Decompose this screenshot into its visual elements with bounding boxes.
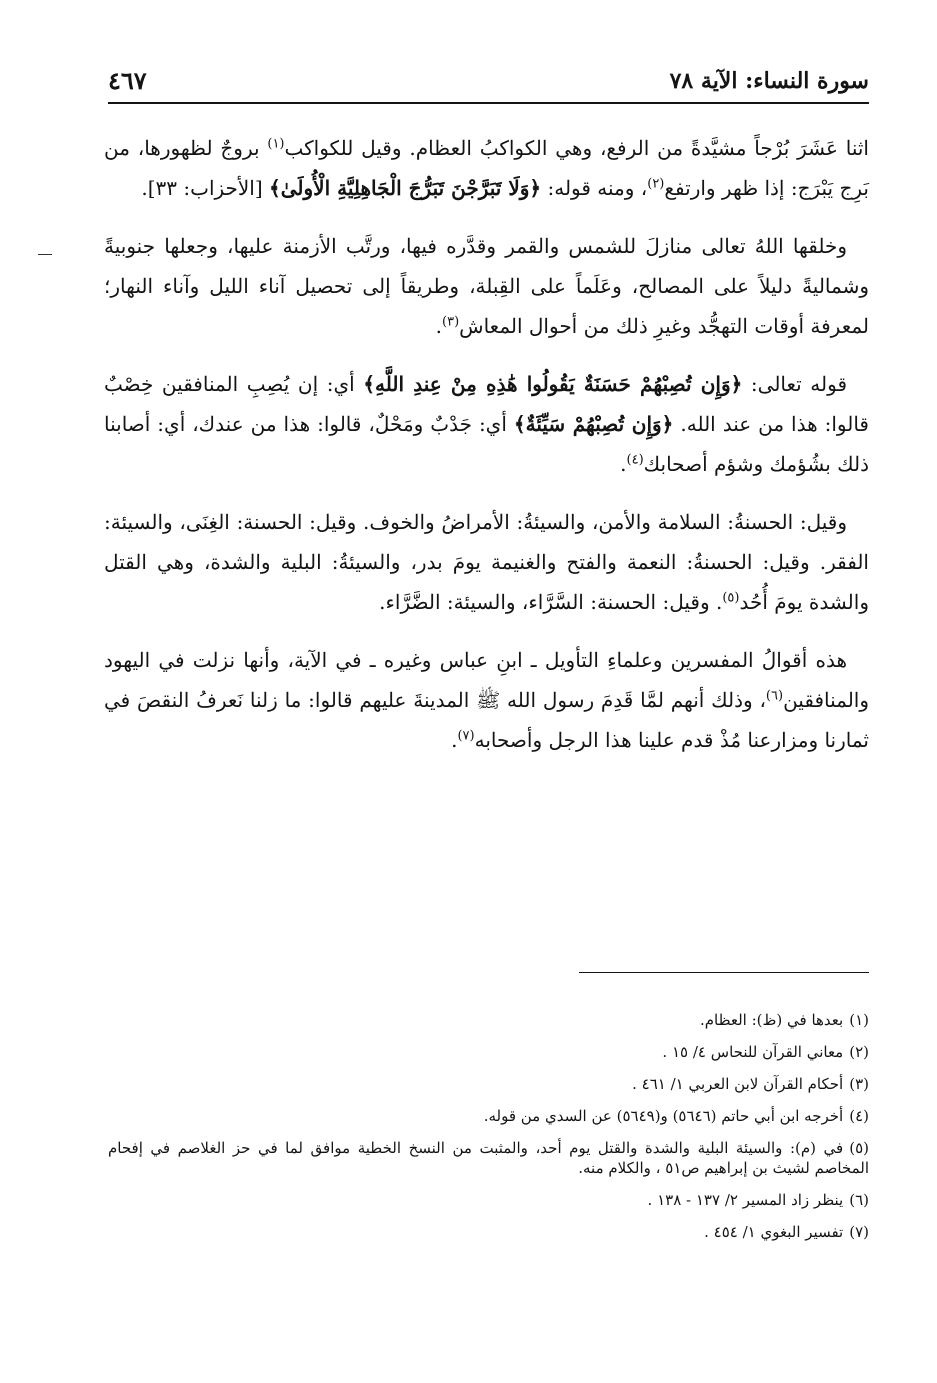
footnote bbox=[108, 1042, 869, 1062]
footnote-text: ينظر زاد المسير ٢/ ١٣٧ - ١٣٨ . bbox=[647, 1191, 844, 1209]
paragraph bbox=[104, 226, 869, 346]
paragraph bbox=[104, 502, 869, 622]
footnote-text: معاني القرآن للنحاس ٤/ ١٥ . bbox=[662, 1043, 844, 1061]
page-number: ٤٦٧ bbox=[108, 66, 147, 95]
margin-mark bbox=[38, 254, 52, 255]
page-header bbox=[108, 66, 869, 106]
footnote-text: أخرجه ابن أبي حاتم (٥٦٤٦) و(٥٦٤٩) عن السدي من قوله. bbox=[483, 1107, 844, 1125]
footnote bbox=[108, 1138, 869, 1178]
footnote bbox=[108, 1222, 869, 1242]
quran-verse: ﴿وَلَا تَبَرَّجْنَ تَبَرُّجَ الْجَاهِلِيَّةِ الْأُولَىٰ﴾ bbox=[269, 176, 542, 200]
text-run: أي: جَدْبٌ ومَحْلٌ، قالوا: هذا من عندك، أي: أصابنا ذلك بشُؤمك وشؤم أصحابك bbox=[104, 412, 869, 476]
quran-verse: ﴿وَإِن تُصِبْهُمْ حَسَنَةٌ يَقُولُوا هَٰذِهِ مِنْ عِندِ اللَّهِ﴾ bbox=[363, 372, 743, 396]
footnote-marker: (٤) bbox=[626, 452, 644, 468]
footnote-marker: (٢) bbox=[647, 176, 665, 192]
footnote-separator bbox=[579, 972, 869, 973]
main-text bbox=[104, 128, 869, 778]
text-run: هذه أقوالُ المفسرين وعلماءِ التأويل ـ ابنِ عباس وغيره ـ في الآية، وأنها نزلت في اليهود والمنافقين bbox=[104, 648, 869, 712]
footnote bbox=[108, 1190, 869, 1210]
footnote-text: في (م): والسيئة البلية والشدة والقتل يوم أحد، والمثبت من النسخ الخطية موافق لما في حز الغلاصم في إفحام المخاصم لشيث بن إبراهيم ص٥١ ، والكلام منه. bbox=[108, 1139, 869, 1177]
footnote bbox=[108, 1010, 869, 1030]
text-run: ، وذلك أنهم لمَّا قَدِمَ رسول الله ﷺ المدينةَ عليهم قالوا: ما زلنا نَعرفُ النقصَ في ثمارنا ومزارعنا مُذْ قدم علينا هذا الرجل وأصحابه bbox=[104, 688, 869, 752]
paragraph bbox=[104, 364, 869, 484]
quran-verse: ﴿وَإِن تُصِبْهُمْ سَيِّئَةٌ﴾ bbox=[513, 412, 674, 436]
text-run: . bbox=[451, 728, 458, 752]
text-run: أي: إن يُصِبِ المنافقين خِصْبٌ قالوا: هذا من عند الله. bbox=[104, 372, 869, 436]
header-rule bbox=[108, 102, 869, 104]
footnote-marker: (٧) bbox=[457, 728, 475, 744]
text-run: . وقيل: الحسنة: السَّرَّاء، والسيئة: الضَّرَّاء. bbox=[379, 590, 723, 614]
text-run: اثنا عَشَرَ بُرْجاً مشيَّدةً من الرفع، وهي الكواكبُ العظام. وقيل للكواكب bbox=[284, 136, 869, 160]
text-run: . bbox=[620, 452, 627, 476]
footnote-marker: (٥) bbox=[722, 590, 740, 606]
footnote-number: (١) bbox=[849, 1011, 869, 1029]
footnote-text: أحكام القرآن لابن العربي ١/ ٤٦١ . bbox=[632, 1075, 844, 1093]
running-title: سورة النساء: الآية ٧٨ bbox=[669, 68, 869, 94]
text-run: وقيل: الحسنةُ: السلامة والأمن، والسيئةُ: الأمراضُ والخوف. وقيل: الحسنة: الغِنَى، والسيئة: الفقر. وقيل: الحسنةُ: النعمة والفتح والغنيمة يومَ بدر، والسيئةُ: البلية والشدة، وهي القتل والشدة يومَ أُحُد bbox=[104, 510, 869, 614]
footnote-number: (٣) bbox=[849, 1075, 869, 1093]
text-run: . bbox=[435, 314, 443, 338]
footnote-marker: (٦) bbox=[765, 688, 784, 704]
text-run: بروجٌ لظهورها، من بَرِج يَبْرَج: إذا ظهر وارتفع bbox=[104, 136, 869, 200]
text-run: وخلقها اللهُ تعالى منازلَ للشمس والقمر وقدَّره فيها، ورتَّب الأزمنة عليها، وجعلها جنوبيةً وشماليةً دليلاً على المصالح، وعَلَماً على القِبلة، وطريقاً إلى تحصيل آناء الليل وآناء النهار؛ لمعرفة أوقات التهجُّد وغيرِ ذلك من أحوال المعاش bbox=[104, 234, 869, 338]
footnote-number: (٤) bbox=[849, 1107, 869, 1125]
paragraph bbox=[104, 128, 869, 208]
footnote-marker: (١) bbox=[267, 136, 285, 152]
text-run: ، ومنه قوله: bbox=[541, 176, 648, 200]
footnote-text: بعدها في (ظ): العظام. bbox=[699, 1011, 844, 1029]
footnote bbox=[108, 1106, 869, 1126]
paragraph bbox=[104, 640, 869, 760]
text-run: قوله تعالى: bbox=[742, 372, 848, 396]
footnote bbox=[108, 1074, 869, 1094]
footnote-marker: (٣) bbox=[442, 314, 460, 330]
footnote-text: تفسير البغوي ١/ ٤٥٤ . bbox=[704, 1223, 844, 1241]
footnote-number: (٢) bbox=[849, 1043, 869, 1061]
footnotes bbox=[108, 1010, 869, 1254]
footnote-number: (٦) bbox=[849, 1191, 869, 1209]
text-run: [الأحزاب: ٣٣]. bbox=[141, 176, 270, 200]
footnote-number: (٧) bbox=[849, 1223, 869, 1241]
footnote-number: (٥) bbox=[849, 1139, 869, 1157]
